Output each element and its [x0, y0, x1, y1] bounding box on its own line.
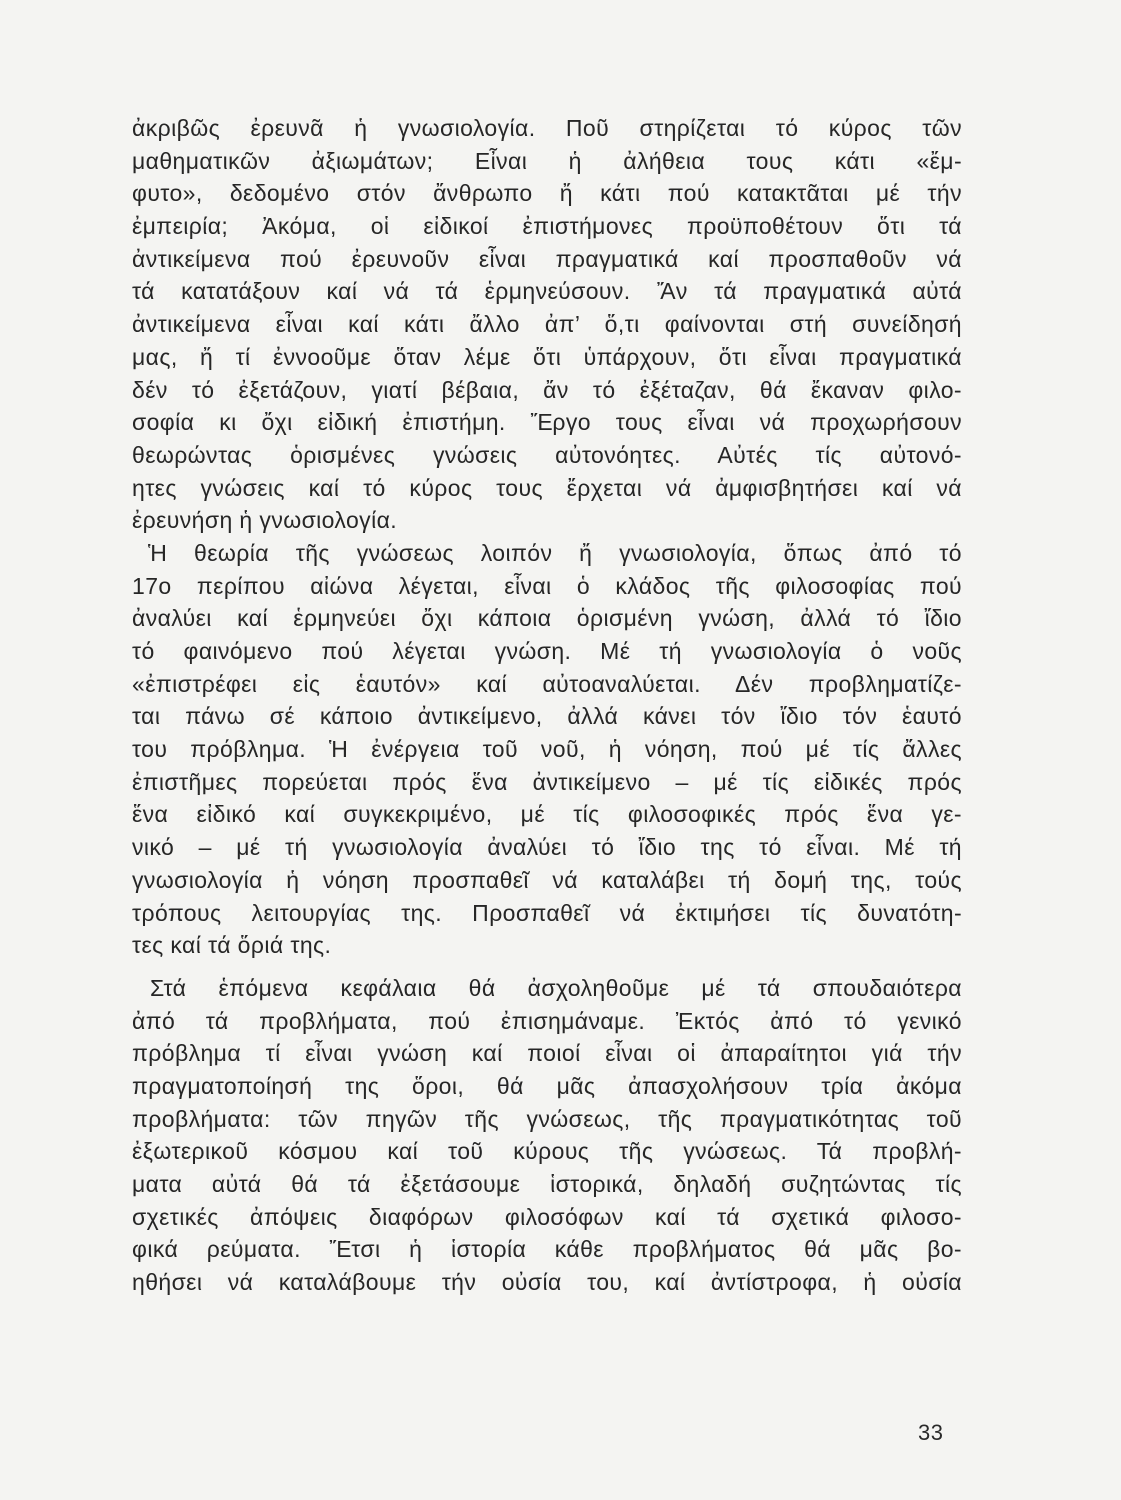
text-line: τρόπους λειτουργίας της. Προσπαθεῖ νά ἐκτιμήσει τίς δυνατότη-: [132, 899, 962, 926]
page-number: 33: [918, 1420, 944, 1445]
text-line: δέν τό ἐξετάζουν, γιατί βέβαια, ἄν τό ἐξέταζαν, θά ἔκαναν φιλο-: [132, 376, 962, 403]
text-line: πρόβλημα τί εἶναι γνώση καί ποιοί εἶναι οἱ ἀπαραίτητοι γιά τήν: [132, 1040, 962, 1067]
text-line: ἐξωτερικοῦ κόσμου καί τοῦ κύρους τῆς γνώσεως. Τά προβλή-: [132, 1138, 962, 1165]
text-line: ἀντικείμενα πού ἐρευνοῦν εἶναι πραγματικά καί προσπαθοῦν νά: [132, 245, 962, 272]
text-line: θεωρώντας ὁρισμένες γνώσεις αὐτονόητες. Αὐτές τίς αὐτονό-: [132, 441, 962, 468]
text-line: ἀντικείμενα εἶναι καί κάτι ἄλλο ἀπ’ ὅ,τι φαίνονται στή συνείδησή: [132, 311, 962, 338]
text-line: «ἐπιστρέφει εἰς ἑαυτόν» καί αὐτοαναλύεται. Δέν προβληματίζε-: [132, 670, 962, 697]
text-line: ἀναλύει καί ἑρμηνεύει ὄχι κάποια ὁρισμένη γνώση, ἀλλά τό ἴδιο: [132, 605, 962, 632]
paragraph-2: [132, 537, 962, 962]
text-line: ἀπό τά προβλήματα, πού ἐπισημάναμε. Ἐκτός ἀπό τό γενικό: [132, 1007, 962, 1034]
text-line: ἐρευνήση ἡ γνωσιολογία.: [132, 507, 398, 534]
text-line: ἕνα εἰδικό καί συγκεκριμένο, μέ τίς φιλοσοφικές πρός ἕνα γε-: [132, 801, 962, 828]
text-line: του πρόβλημα. Ἡ ἐνέργεια τοῦ νοῦ, ἡ νόηση, πού μέ τίς ἄλλες: [132, 736, 962, 763]
text-line: νικό – μέ τή γνωσιολογία ἀναλύει τό ἴδιο της τό εἶναι. Μέ τή: [132, 834, 962, 861]
paragraph-1: [132, 112, 962, 537]
text-line: ματα αὐτά θά τά ἐξετάσουμε ἱστορικά, δηλαδή συζητώντας τίς: [132, 1171, 962, 1197]
body-text: [132, 112, 962, 1299]
text-line: πραγματοποίησή της ὅροι, θά μᾶς ἀπασχολήσουν τρία ἀκόμα: [132, 1072, 962, 1099]
text-line: ηθήσει νά καταλάβουμε τήν οὐσία του, καί ἀντίστροφα, ἡ οὐσία: [132, 1269, 962, 1296]
text-line: τά κατατάξουν καί νά τά ἑρμηνεύσουν. Ἄν τά πραγματικά αὐτά: [132, 278, 962, 305]
text-line: τες καί τά ὅριά της.: [132, 932, 332, 959]
text-line: ἐπιστῆμες πορεύεται πρός ἕνα ἀντικείμενο – μέ τίς εἰδικές πρός: [132, 768, 962, 795]
text-line: Στά ἑπόμενα κεφάλαια θά ἀσχοληθοῦμε μέ τά σπουδαιότερα: [150, 974, 962, 1001]
text-line: γνωσιολογία ἡ νόηση προσπαθεῖ νά καταλάβει τή δομή της, τούς: [132, 866, 962, 893]
text-line: ἐμπειρία; Ἀκόμα, οἱ εἰδικοί ἐπιστήμονες προϋποθέτουν ὅτι τά: [132, 213, 962, 240]
text-line: ται πάνω σέ κάποιο ἀντικείμενο, ἀλλά κάνει τόν ἴδιο τόν ἑαυτό: [132, 703, 962, 730]
text-line: μας, ἤ τί ἐννοοῦμε ὅταν λέμε ὅτι ὑπάρχουν, ὅτι εἶναι πραγματικά: [132, 343, 962, 370]
text-line: φυτο», δεδομένο στόν ἄνθρωπο ἤ κάτι πού κατακτᾶται μέ τήν: [132, 180, 962, 207]
text-line: τό φαινόμενο πού λέγεται γνώση. Μέ τή γνωσιολογία ὁ νοῦς: [132, 638, 962, 664]
text-line: μαθηματικῶν ἀξιωμάτων; Εἶναι ἡ ἀλήθεια τους κάτι «ἔμ-: [132, 147, 962, 174]
text-line: ἀκριβῶς ἐρευνᾶ ἡ γνωσιολογία. Ποῦ στηρίζεται τό κύρος τῶν: [132, 115, 962, 141]
paragraph-3: [132, 972, 962, 1299]
text-line: 17ο περίπου αἰώνα λέγεται, εἶναι ὁ κλάδος τῆς φιλοσοφίας πού: [132, 572, 962, 599]
text-line: προβλήματα: τῶν πηγῶν τῆς γνώσεως, τῆς πραγματικότητας τοῦ: [132, 1105, 962, 1132]
paragraph-gap: [132, 962, 962, 972]
text-line: σχετικές ἀπόψεις διαφόρων φιλοσόφων καί τά σχετικά φιλοσο-: [132, 1203, 962, 1230]
text-line: σοφία κι ὄχι εἰδική ἐπιστήμη. Ἔργο τους εἶναι νά προχωρήσουν: [132, 409, 962, 436]
text-line: φικά ρεύματα. Ἔτσι ἡ ἱστορία κάθε προβλήματος θά μᾶς βο-: [132, 1236, 962, 1263]
text-line: Ἡ θεωρία τῆς γνώσεως λοιπόν ἤ γνωσιολογία, ὅπως ἀπό τό: [148, 539, 962, 566]
text-line: ητες γνώσεις καί τό κύρος τους ἔρχεται νά ἀμφισβητήσει καί νά: [132, 474, 962, 501]
